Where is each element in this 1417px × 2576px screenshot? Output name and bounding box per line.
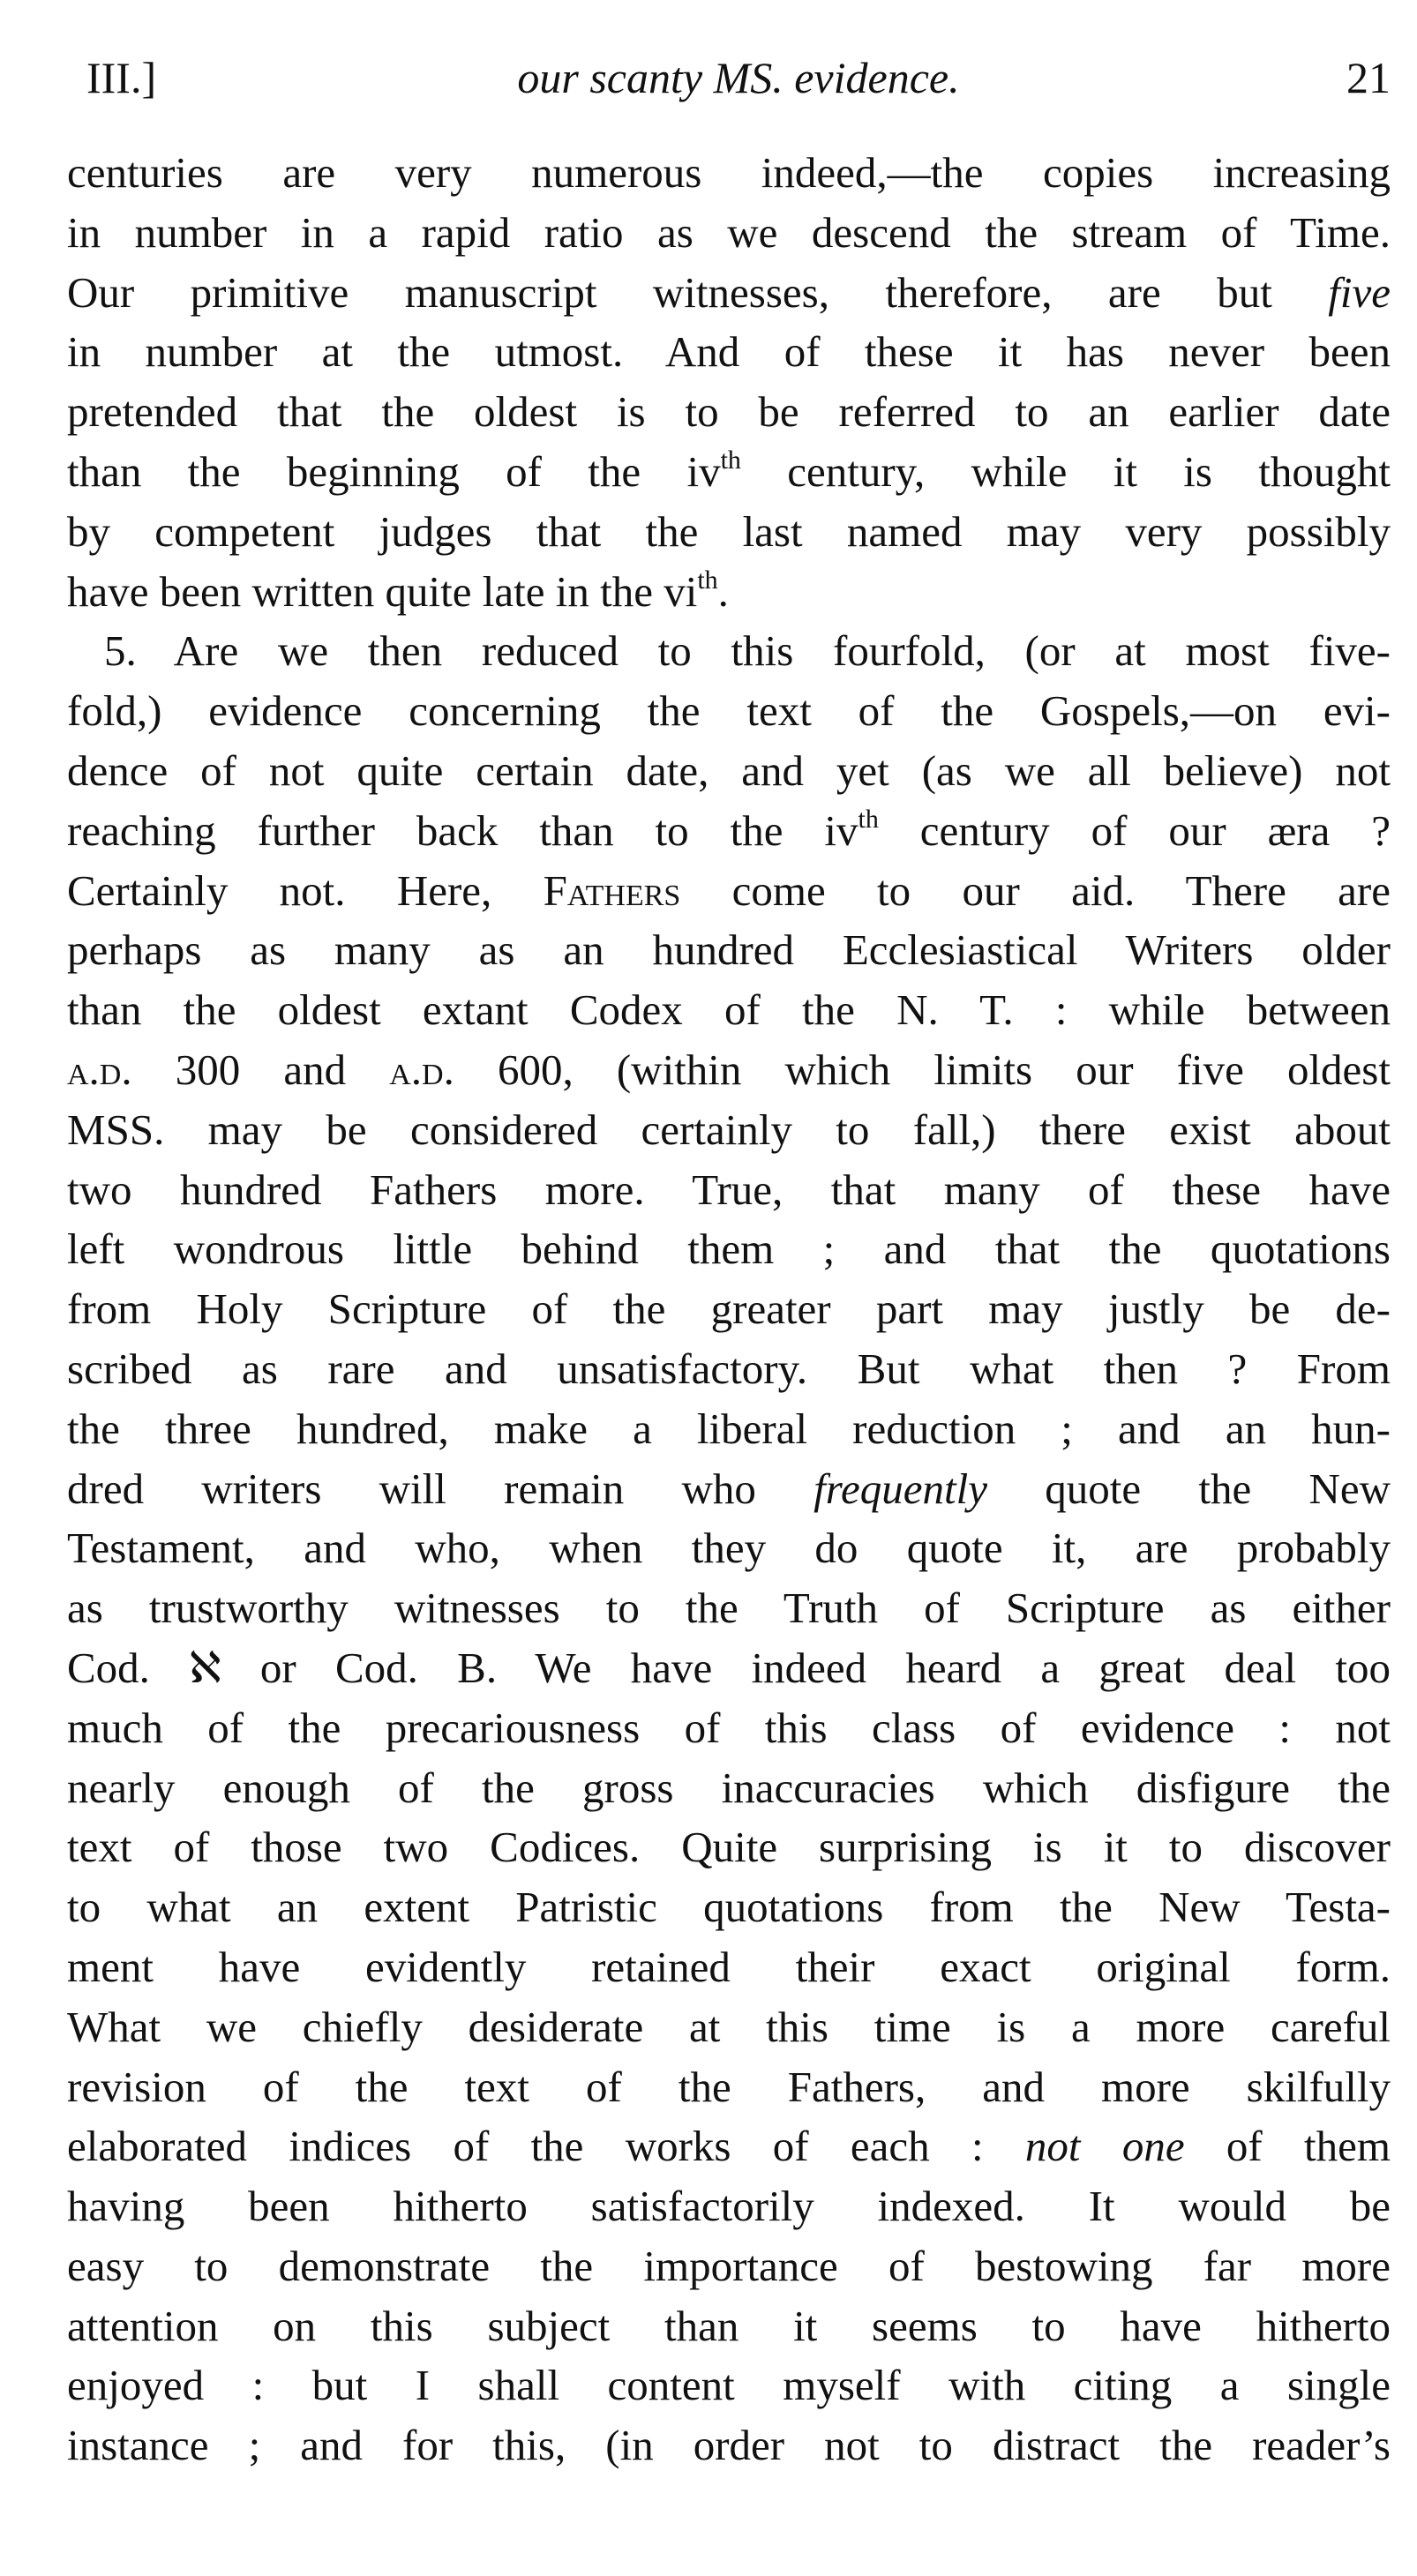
text-line: than the beginning of the $iv^{th}$ century, while it is thought [67, 445, 1391, 496]
text-line: Our primitive manuscript witnesses, therefore, are but five [67, 267, 1391, 317]
text-line: scribed as rare and unsatisfactory. But what then ? From [67, 1344, 1391, 1393]
text-line: from Holy Scripture of the greater part may justly be de- [67, 1284, 1391, 1334]
text-line: attention on this subject than it seems to have hitherto [67, 2301, 1391, 2350]
text-line: centuries are very numerous indeed,—the copies increasing [67, 148, 1391, 197]
text-line: left wondrous little behind them ; and that the quotations [67, 1224, 1391, 1274]
page-number: 21 [1346, 53, 1391, 102]
text-line: having been hitherto satisfactorily indexed. It would be [67, 2182, 1391, 2231]
text-line: Testament, and who, when they do quote it, are probably [67, 1524, 1391, 1573]
text-line: much of the precariousness of this class of evidence : not [67, 1703, 1391, 1752]
text-line: as trustworthy witnesses to the Truth of Scripture as either [67, 1584, 1391, 1633]
text-line: text of those two Codices. Quite surprising is it to discover [67, 1823, 1391, 1872]
text-line: two hundred Fathers more. True, that many of these have [67, 1164, 1391, 1214]
text-line: dred writers will remain who frequently quote the New [67, 1464, 1391, 1513]
text-line: perhaps as many as an hundred Ecclesiastical Writers older [67, 925, 1391, 975]
text-line: enjoyed : but I shall content myself with citing a single [67, 2361, 1391, 2410]
text-line: than the oldest extant Codex of the N. T. : while between [67, 985, 1391, 1035]
running-title: our scanty MS. evidence. [517, 53, 960, 102]
text-line: ment have evidently retained their exact original form. [67, 1942, 1391, 1991]
text-line: What we chiefly desiderate at this time is a more careful [67, 2002, 1391, 2051]
text-line: MSS. may be considered certainly to fall,) there exist about [67, 1105, 1391, 1154]
chapter-marker: III.] [86, 53, 157, 102]
text-line: by competent judges that the last named may very possibly [67, 506, 1391, 556]
text-line: nearly enough of the gross inaccuracies which disfigure the [67, 1763, 1391, 1812]
text-line: dence of not quite certain date, and yet (as we all believe) not [67, 745, 1391, 795]
text-line: instance ; and for this, (in order not to distract the reader’s [67, 2421, 1391, 2470]
text-line: in number in a rapid ratio as we descend the stream of Time. [67, 207, 1391, 257]
text-line: pretended that the oldest is to be referred to an earlier date [67, 387, 1391, 437]
text-line: have been written quite late in the $vi^{th}$. [67, 565, 729, 616]
text-line: Cod. ℵ or Cod. B. We have indeed heard a great deal too [67, 1643, 1391, 1692]
text-line: in number at the utmost. And of these it has never been [67, 327, 1391, 377]
running-head [86, 42, 1391, 113]
text-line: reaching further back than to the $iv^{th}$ century of our æra ? [67, 804, 1391, 855]
text-line: easy to demonstrate the importance of bestowing far more [67, 2241, 1391, 2290]
text-line: Certainly not. Here, Fathers come to our aid. There are [67, 865, 1391, 915]
text-line: to what an extent Patristic quotations from the New Testa- [67, 1883, 1391, 1932]
body-text [67, 143, 1391, 2475]
text-line: revision of the text of the Fathers, and more skilfully [67, 2062, 1391, 2111]
text-line: a.d. 300 and a.d. 600, (within which limits our five oldest [67, 1045, 1391, 1094]
text-line: the three hundred, make a liberal reduction ; and an hun- [67, 1404, 1391, 1453]
text-line: fold,) evidence concerning the text of the Gospels,—on evi- [67, 686, 1391, 736]
paragraph-start: 5. Are we then reduced to this fourfold, (or at most five- [104, 626, 1391, 676]
text-line: elaborated indices of the works of each : not one of them [67, 2122, 1391, 2171]
